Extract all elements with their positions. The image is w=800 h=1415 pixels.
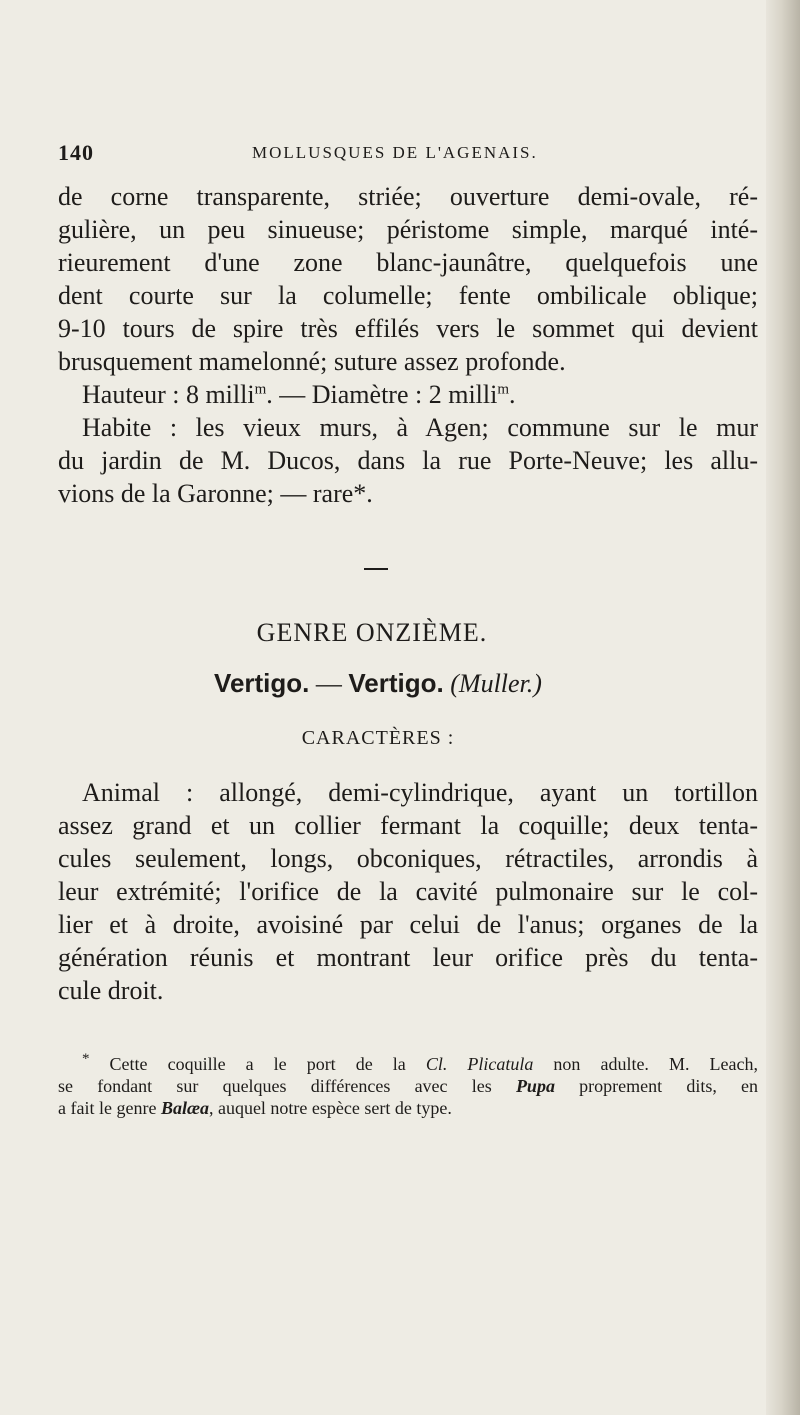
text-line: gulière, un peu sinueuse; péristome simple, marqué inté- [58,215,758,244]
text-line: cules seulement, longs, obconiques, rétractiles, arrondis à [58,844,758,873]
species-description [58,180,758,510]
book-page [58,140,758,1119]
page-header [58,140,758,180]
text-line: lier et à droite, avoisiné par celui de l'anus; organes de la [58,910,758,939]
text-line: Animal : allongé, demi-cylindrique, ayant un tortillon [82,778,758,807]
taxon-name: Cl. Plicatula [425,1054,534,1074]
height-label: Hauteur : 8 milli [82,380,255,409]
unit-superscript: m [497,381,510,398]
text-line: de corne transparente, striée; ouverture demi-ovale, ré- [58,182,758,211]
measurements-line: Hauteur : 8 milli$^m$. — Diamètre : 2 milli$^m$. [82,380,516,409]
animal-description [58,776,758,1007]
page-number: 140 [58,140,94,165]
text-line: brusquement mamelonné; suture assez profonde. [58,347,566,376]
running-head: MOLLUSQUES DE L'AGENAIS. [252,143,538,162]
text-line: assez grand et un collier fermant la coquille; deux tenta- [58,811,758,840]
text-line: 9-10 tours de spire très effilés vers le sommet qui devient [58,314,758,343]
text-line: cule droit. [58,976,164,1005]
text-line: génération réunis et montrant leur orifice près du tenta- [58,943,758,972]
genus-name-line [28,668,728,699]
page-edge-shadow [766,0,800,1415]
habitat-line: du jardin de M. Ducos, dans la rue Porte-Neuve; les allu- [58,446,758,475]
text-line: rieurement d'une zone blanc-jaunâtre, quelquefois une [58,248,758,277]
text-line: leur extrémité; l'orifice de la cavité pulmonaire sur le col- [58,877,758,906]
genus-author: (Muller.) [443,669,542,698]
genus-name-french: Vertigo. [214,668,310,698]
diameter-label: . — Diamètre : 2 milli [266,380,498,409]
genus-dash: — [309,669,349,698]
taxon-name: Balæa [160,1098,209,1118]
genus-name-latin: Vertigo. [348,668,444,698]
footnote [58,1053,758,1119]
footnote-line: * Cette coquille a le port de la Cl. Plicatula non adulte. M. Leach, [82,1051,759,1074]
footnote-line: se fondant sur quelques différences avec les Pupa proprement dits, en [58,1076,759,1096]
taxon-name: Pupa [515,1076,555,1096]
footnote-marker: * [82,1051,90,1067]
footnote-line: a fait le genre Balæa, auquel notre espèce sert de type. [58,1098,452,1118]
habitat-line: Habite : les vieux murs, à Agen; commune sur le mur [82,413,758,442]
characters-heading: CARACTÈRES : [301,727,455,749]
genre-heading: GENRE ONZIÈME. [256,618,488,647]
habitat-line: vions de la Garonne; — rare*. [58,479,373,508]
text-line: dent courte sur la columelle; fente ombilicale oblique; [58,281,758,310]
unit-superscript: m [254,381,267,398]
section-divider [364,568,388,570]
